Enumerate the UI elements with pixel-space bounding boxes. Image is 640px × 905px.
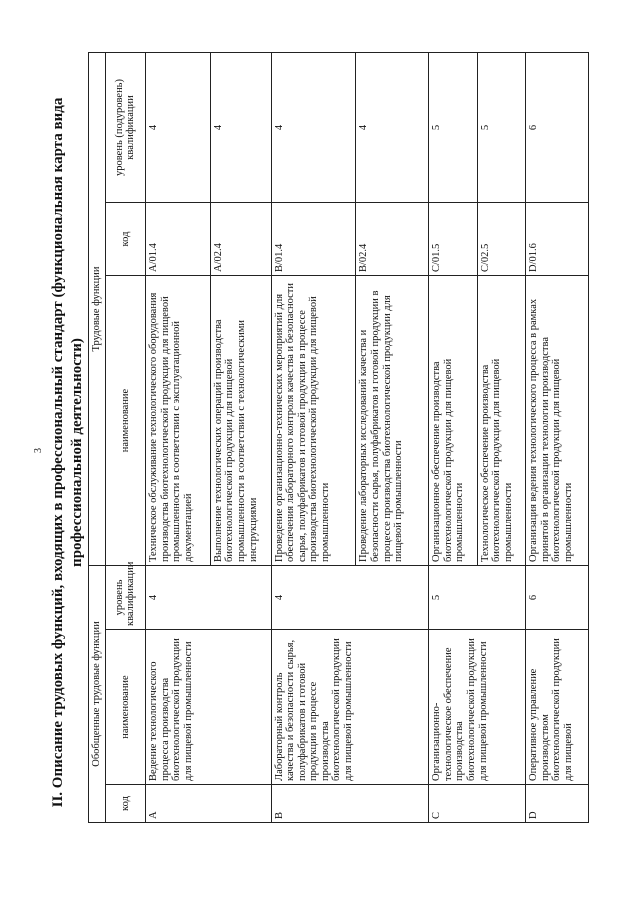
generalized-code: A [146, 785, 271, 823]
labor-function-name: Выполнение технологических операций производства биотехнологической продукции для пищевой промышленности в соответствии с технологическими инструкциями [210, 276, 271, 566]
labor-function-code: C/01.5 [429, 203, 478, 276]
labor-function-level: 4 [271, 52, 356, 202]
generalized-name: Оперативное управление производством биотехнологической продукции для пищевой [526, 630, 589, 785]
labor-function-code: B/02.4 [356, 203, 429, 276]
table-row [271, 52, 356, 822]
labor-function-name: Проведение лабораторных исследований качества и безопасности сырья, полуфабрикатов и готовой продукции в процессе производства биотехнологической продукции для пищевой промышленности [356, 276, 429, 566]
section-heading [49, 80, 87, 825]
generalized-level: 5 [429, 566, 526, 630]
labor-function-name: Проведение организационно-технических мероприятий для обеспечения лабораторного контроля качества и безопасности сырья, полуфабрикатов и готовой продукции в процессе производства биотехнологической продукции для пищевой промышленности [271, 276, 356, 566]
header-tf-name: наименование [105, 276, 145, 566]
heading-line-1: II. Описание трудовых функций, входящих в профессиональный стандарт (функциональная карта вида [50, 97, 66, 808]
generalized-code: D [526, 785, 589, 823]
labor-function-name: Организационное обеспечение производства биотехнологической продукции для пищевой промышленности [429, 276, 478, 566]
labor-function-name: Технологическое обеспечение производства биотехнологической продукции для пищевой промышленности [477, 276, 526, 566]
generalized-code: B [271, 785, 429, 823]
heading-line-2: профессиональной деятельности) [69, 338, 85, 567]
table-row [146, 52, 211, 822]
labor-function-level: 5 [429, 52, 478, 202]
labor-function-level: 6 [526, 52, 589, 202]
header-generalized-functions: Обобщенные трудовые функции [89, 566, 106, 823]
header-tf-code: код [105, 203, 145, 276]
header-tf-level: уровень (подуровень) квалификации [105, 52, 145, 202]
functional-map-table [88, 52, 589, 823]
table-row [526, 52, 589, 822]
header-name: наименование [105, 630, 145, 785]
generalized-name: Ведение технологического процесса производства биотехнологической продукции для пищевой промышленности [146, 630, 271, 785]
labor-function-level: 5 [477, 52, 526, 202]
generalized-level: 6 [526, 566, 589, 630]
generalized-level: 4 [271, 566, 429, 630]
labor-function-code: D/01.6 [526, 203, 589, 276]
labor-function-name: Организация ведения технологического процесса в рамках принятой в организации технологии производства биотехнологической продукции для пищевой промышленности [526, 276, 589, 566]
header-level: уровень квалификации [105, 566, 145, 630]
header-code: код [105, 785, 145, 823]
header-labor-functions: Трудовые функции [89, 52, 106, 565]
generalized-code: C [429, 785, 526, 823]
generalized-name: Организационно-технологическое обеспечение производства биотехнологической продукции для пищевой промышленности [429, 630, 526, 785]
labor-function-code: A/02.4 [210, 203, 271, 276]
labor-function-name: Техническое обслуживание технологического оборудования производства биотехнологической продукции для пищевой промышленности в соответствии с эксплуатационной документацией [146, 276, 211, 566]
generalized-level: 4 [146, 566, 271, 630]
table-row [429, 52, 478, 822]
labor-function-level: 4 [210, 52, 271, 202]
generalized-name: Лабораторный контроль качества и безопасности сырья, полуфабрикатов и готовой продукции в процессе производства биотехнологической продукции для пищевой промышленности [271, 630, 429, 785]
labor-function-level: 4 [356, 52, 429, 202]
page-number: 3 [33, 448, 44, 453]
labor-function-code: B/01.4 [271, 203, 356, 276]
labor-function-code: A/01.4 [146, 203, 211, 276]
labor-function-level: 4 [146, 52, 211, 202]
labor-function-code: C/02.5 [477, 203, 526, 276]
